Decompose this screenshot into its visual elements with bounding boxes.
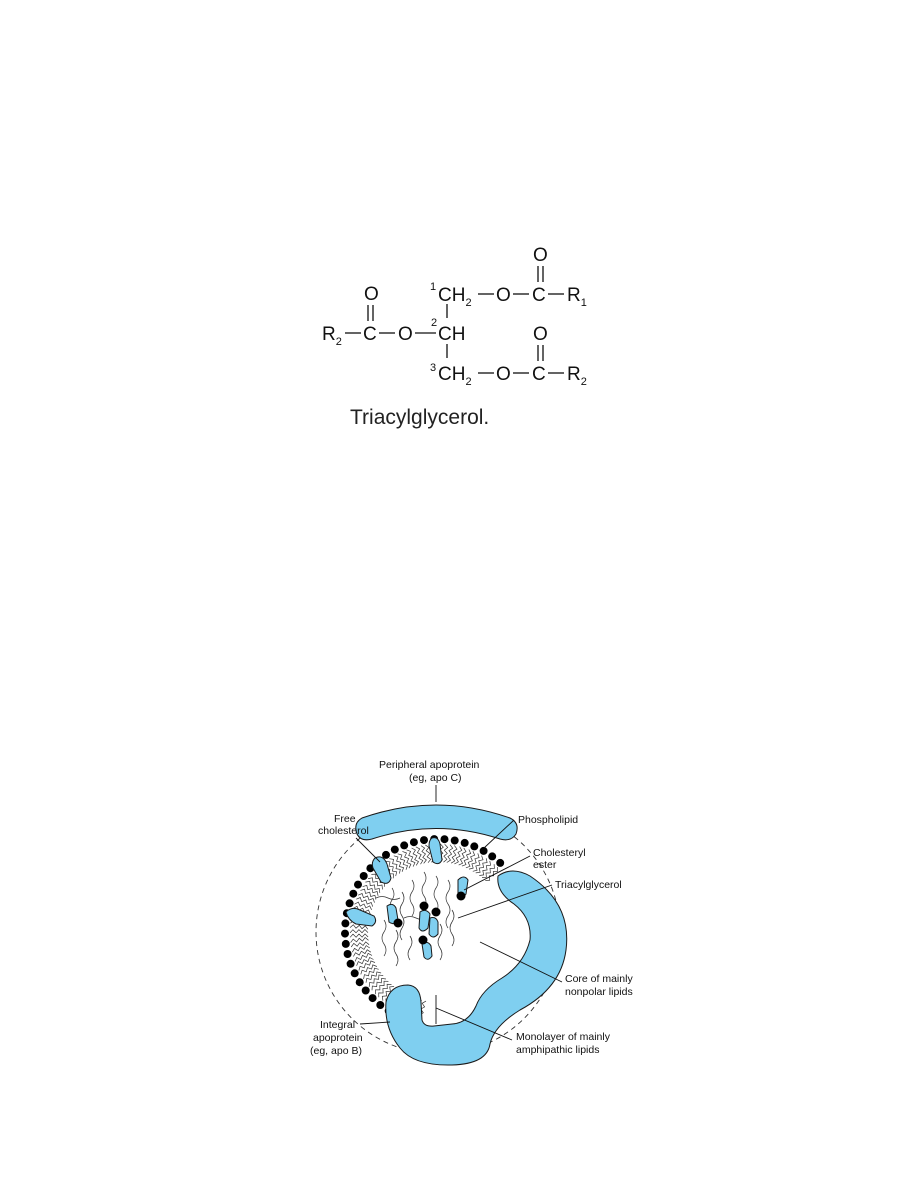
label-integral-2: apoprotein	[313, 1032, 363, 1044]
label-free-cholesterol-2: cholesterol	[318, 825, 369, 837]
r1-group: $R_1$	[567, 285, 587, 309]
phospholipid-tail	[421, 846, 426, 864]
phospholipid-head	[400, 841, 408, 849]
phospholipid-head	[451, 837, 459, 845]
label-phospholipid: Phospholipid	[518, 814, 579, 826]
phospholipid-head	[480, 847, 488, 855]
phospholipid-head	[360, 872, 368, 880]
label-peripheral-example: (eg, apo C)	[409, 772, 462, 784]
ch-group-2: CH	[438, 324, 466, 345]
label-integral-1: Integral	[320, 1019, 356, 1031]
ch2-group-1: $CH_2$	[438, 285, 472, 309]
phospholipid-head	[342, 940, 350, 948]
label-monolayer-1: Monolayer of mainly	[516, 1031, 610, 1043]
phospholipid-tail	[351, 942, 369, 947]
peripheral-apoprotein	[356, 805, 517, 840]
lipoprotein-diagram	[0, 740, 918, 1188]
position-1-label: 1	[430, 281, 437, 293]
ester-carbon-3: C	[532, 364, 546, 385]
phospholipid-head	[470, 842, 478, 850]
label-cholesteryl-ester-1: Cholesteryl	[533, 847, 586, 859]
ester-carbon-1: C	[532, 285, 546, 306]
ester-oxygen-3: O	[496, 364, 511, 385]
r2-group-right: $R_2$	[567, 364, 587, 388]
phospholipid-head	[369, 994, 377, 1002]
carbonyl-oxygen-2: O	[364, 284, 379, 305]
position-3-label: 3	[430, 362, 437, 374]
core-lipid-squiggles	[376, 872, 454, 966]
phospholipid-head	[354, 881, 362, 889]
phospholipid-head	[341, 919, 349, 927]
cholesteryl-ester-molecules	[387, 877, 468, 959]
carbonyl-oxygen-1: O	[533, 245, 548, 266]
ch2-group-3: $CH_2$	[438, 364, 472, 388]
r2-group-left: $R_2$	[322, 324, 342, 348]
phospholipid-head	[488, 852, 496, 860]
phospholipid-head	[376, 1001, 384, 1009]
structure-caption: Triacylglycerol.	[350, 406, 490, 429]
ester-oxygen-2: O	[398, 324, 413, 345]
phospholipid-tail	[350, 930, 368, 933]
phospholipid-head	[441, 835, 449, 843]
phospholipid-tail	[350, 934, 368, 937]
phospholipid-tail	[444, 844, 448, 862]
label-triacylglycerol: Triacylglycerol	[555, 879, 622, 891]
phospholipid-head	[461, 839, 469, 847]
phospholipid-head	[349, 890, 357, 898]
phospholipid-head	[391, 846, 399, 854]
phospholipid-head	[496, 859, 504, 867]
carbonyl-oxygen-3: O	[533, 324, 548, 345]
phospholipid-head	[347, 960, 355, 968]
label-integral-3: (eg, apo B)	[310, 1045, 362, 1057]
phospholipid-head	[356, 978, 364, 986]
phospholipid-head	[346, 899, 354, 907]
ester-carbon-2: C	[363, 324, 377, 345]
position-2-label: 2	[431, 317, 438, 329]
phospholipid-head	[344, 950, 352, 958]
phospholipid-head	[410, 838, 418, 846]
phospholipid-tail	[376, 981, 389, 994]
phospholipid-head	[341, 930, 349, 938]
phospholipid-head	[362, 987, 370, 995]
label-core-2: nonpolar lipids	[565, 986, 633, 998]
label-core-1: Core of mainly	[565, 973, 633, 985]
triacylglycerol-structure	[0, 0, 918, 470]
label-peripheral-apoprotein: Peripheral apoprotein	[379, 759, 480, 771]
ester-oxygen-1: O	[496, 285, 511, 306]
phospholipid-head	[351, 969, 359, 977]
phospholipid-head	[420, 836, 428, 844]
label-free-cholesterol-1: Free	[334, 813, 356, 825]
label-cholesteryl-ester-2: ester	[533, 859, 557, 871]
label-monolayer-2: amphipathic lipids	[516, 1044, 600, 1056]
